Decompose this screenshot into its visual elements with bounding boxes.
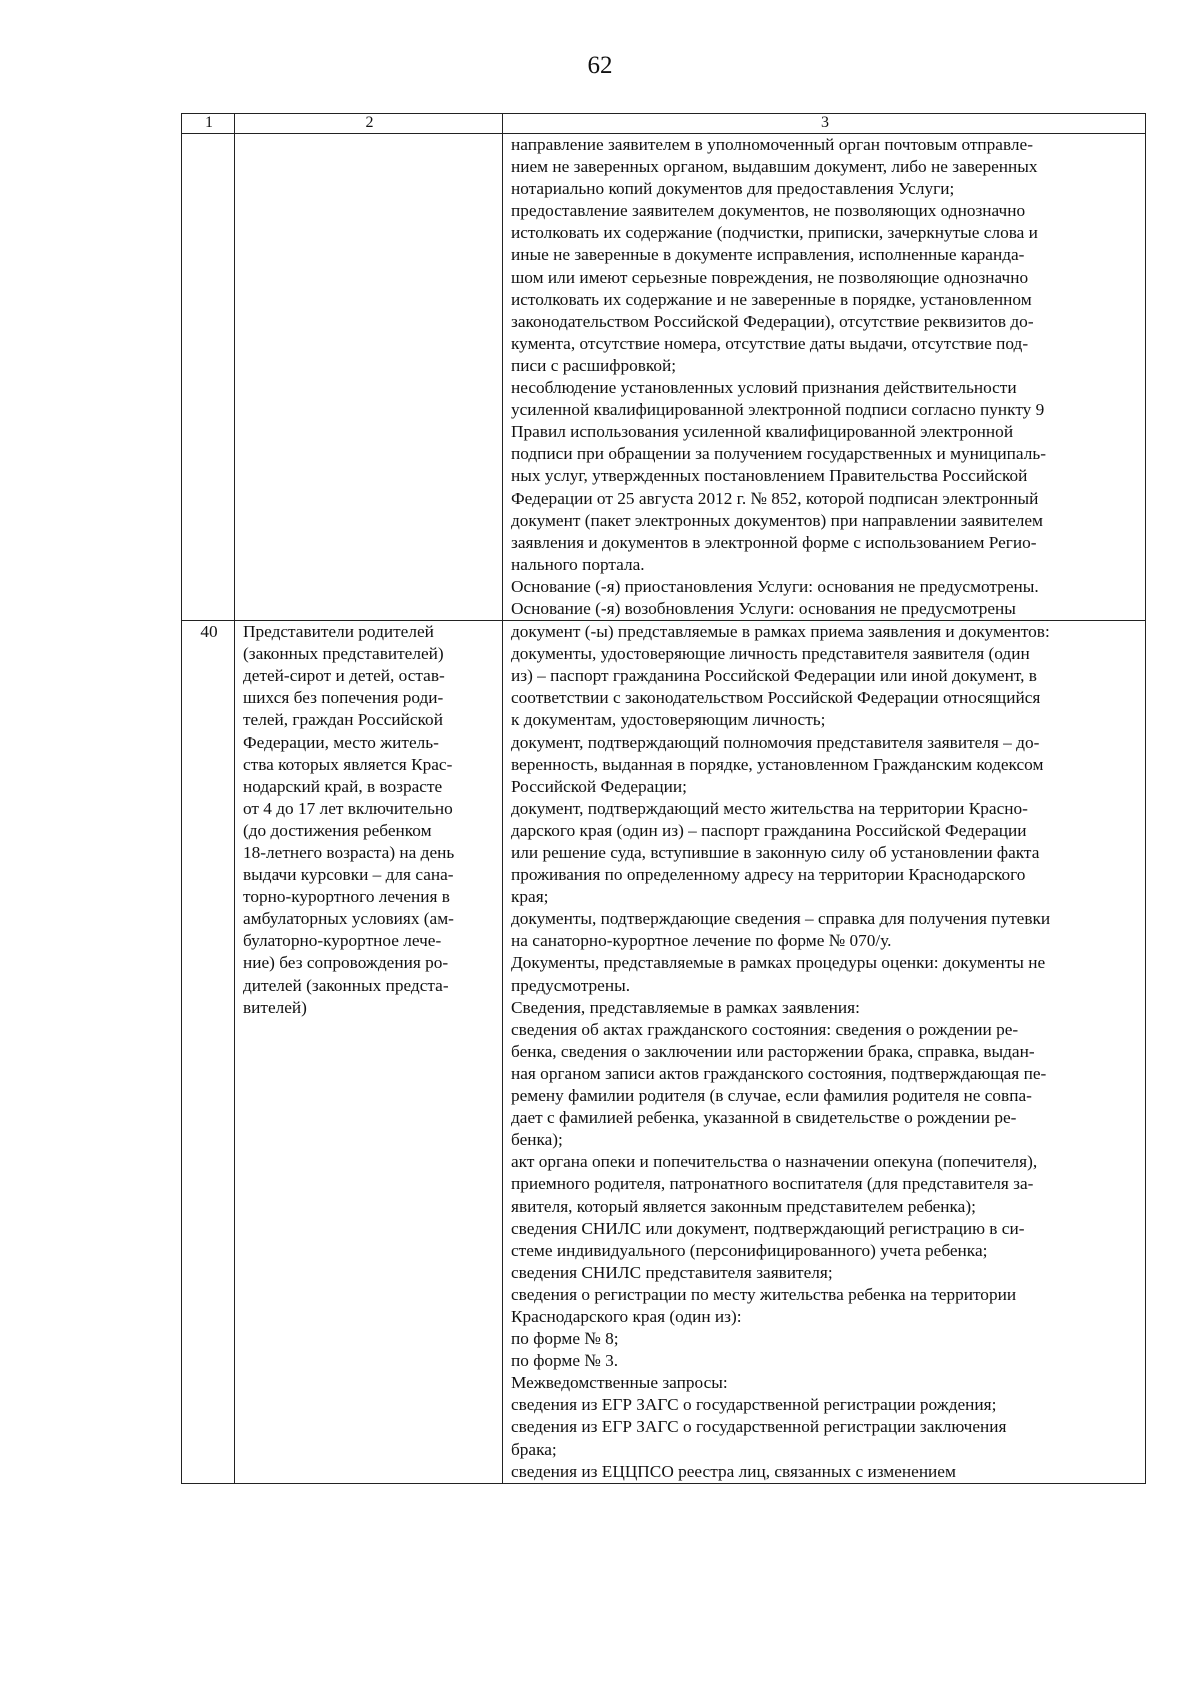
text-line: кумента, отсутствие номера, отсутствие даты выдачи, отсутствие под- [511, 333, 1029, 353]
text-line: Документы, представляемые в рамках процедуры оценки: документы не [511, 953, 1046, 973]
text-line: Межведомственные запросы: [511, 1373, 728, 1393]
table-header-row [182, 114, 1146, 134]
text-line: документы, подтверждающие сведения – справка для получения путевки [511, 909, 1051, 929]
text-line: 18-летнего возраста) на день [243, 843, 455, 862]
text-line: торно-курортного лечения в [243, 887, 450, 907]
row-content-cell [503, 621, 1146, 1484]
text-line: писи с расшифровкой; [511, 355, 677, 375]
text-line: шом или имеют серьезные повреждения, не позволяющие однозначно [511, 267, 1029, 287]
document-table [181, 113, 1146, 1484]
text-line: бенка, сведения о заключении или расторжении брака, справка, выдан- [511, 1041, 1035, 1061]
text-line: Краснодарского края (один из): [511, 1306, 742, 1326]
text-line: документ (-ы) представляемые в рамках приема заявления и документов: [511, 622, 1050, 642]
row-description-cell [235, 621, 503, 1484]
text-line: нием не заверенных органом, выдавшим документ, либо не заверенных [511, 157, 1038, 177]
text-line: амбулаторных условиях (ам- [243, 909, 454, 929]
text-line: несоблюдение установленных условий признания действительности [511, 378, 1017, 398]
text-line: приемного родителя, патронатного воспитателя (для представителя за- [511, 1174, 1034, 1194]
text-line: шихся без попечения роди- [243, 688, 444, 708]
text-line: нального портала. [511, 554, 645, 574]
text-line: Федерации от 25 августа 2012 г. № 852, которой подписан электронный [511, 488, 1039, 508]
text-line: сведения из ЕГР ЗАГС о государственной регистрации рождения; [511, 1395, 997, 1415]
page-number: 62 [587, 52, 613, 79]
text-line: на санаторно-курортное лечение по форме № 070/у. [511, 931, 892, 951]
table-row-40 [182, 621, 1146, 1484]
table-row-continuation [182, 134, 1146, 621]
text-line: дарского края (один из) – паспорт гражданина Российской Федерации [511, 820, 1027, 840]
text-line: сведения из ЕГР ЗАГС о государственной регистрации заключения [511, 1417, 1007, 1437]
text-line: стеме индивидуального (персонифицированного) учета ребенка; [511, 1240, 988, 1260]
text-line: по форме № 3. [511, 1351, 619, 1371]
text-line: Федерации, место житель- [243, 732, 439, 752]
text-line: сведения СНИЛС представителя заявителя; [511, 1262, 833, 1282]
text-line: соответствии с законодательством Российской Федерации относящийся [511, 688, 1041, 708]
text-line: предоставление заявителем документов, не позволяющих однозначно [511, 201, 1026, 221]
text-line: Основание (-я) приостановления Услуги: основания не предусмотрены. [511, 576, 1039, 596]
row-description-cell [235, 134, 503, 621]
text-line: явителя, который является законным представителем ребенка); [511, 1196, 976, 1216]
text-line: Российской Федерации; [511, 776, 687, 796]
text-line: сведения СНИЛС или документ, подтверждающий регистрацию в си- [511, 1218, 1025, 1238]
column-header-1: 1 [182, 114, 235, 134]
text-line: (законных представителей) [243, 644, 444, 664]
text-line: Правил использования усиленной квалифицированной электронной [511, 422, 1014, 442]
text-line: к документам, удостоверяющим личность; [511, 710, 826, 730]
row-number-cell: 40 [182, 621, 235, 1484]
text-line: Представители родителей [243, 622, 434, 642]
text-line: (до достижения ребенком [243, 820, 432, 840]
text-line: усиленной квалифицированной электронной подписи согласно пункту 9 [511, 400, 1045, 420]
text-line: истолковать их содержание (подчистки, приписки, зачеркнутые слова и [511, 223, 1038, 243]
text-line: детей-сирот и детей, остав- [243, 666, 445, 686]
text-line: истолковать их содержание и не заверенные в порядке, установленном [511, 289, 1032, 309]
text-line: веренность, выданная в порядке, установленном Гражданским кодексом [511, 754, 1044, 774]
text-line: сведения из ЕЦЦПСО реестра лиц, связанных с изменением [511, 1461, 956, 1481]
text-line: вителей) [243, 997, 307, 1017]
text-line: ремену фамилии родителя (в случае, если фамилия родителя не совпа- [511, 1086, 1032, 1106]
text-line: из) – паспорт гражданина Российской Федерации или иной документ, в [511, 666, 1037, 686]
text-line: документы, удостоверяющие личность представителя заявителя (один [511, 644, 1030, 664]
text-line: законодательством Российской Федерации), отсутствие реквизитов до- [511, 311, 1034, 331]
text-line: ние) без сопровождения ро- [243, 953, 449, 973]
text-line: по форме № 8; [511, 1329, 619, 1349]
text-line: подписи при обращении за получением государственных и муниципаль- [511, 444, 1047, 464]
text-line: от 4 до 17 лет включительно [243, 798, 453, 818]
text-line: дителей (законных предста- [243, 975, 449, 995]
text-line: заявления и документов в электронной форме с использованием Регио- [511, 532, 1037, 552]
text-line: ства которых является Крас- [243, 754, 453, 774]
row-content-cell [503, 134, 1146, 621]
text-line: проживания по определенному адресу на территории Краснодарского [511, 865, 1026, 885]
text-line: Основание (-я) возобновления Услуги: основания не предусмотрены [511, 598, 1016, 618]
text-line: Сведения, представляемые в рамках заявления: [511, 997, 860, 1017]
column-header-2: 2 [235, 114, 503, 134]
text-line: ная органом записи актов гражданского состояния, подтверждающая пе- [511, 1063, 1047, 1083]
text-line: предусмотрены. [511, 975, 631, 995]
text-line: бенка); [511, 1130, 563, 1150]
text-line: документ, подтверждающий место жительства на территории Красно- [511, 798, 1028, 818]
text-line: акт органа опеки и попечительства о назначении опекуна (попечителя), [511, 1152, 1038, 1172]
text-line: края; [511, 887, 549, 907]
column-header-3: 3 [503, 114, 1146, 134]
text-line: иные не заверенные в документе исправления, исполненные каранда- [511, 245, 1025, 265]
text-line: нотариально копий документов для предоставления Услуги; [511, 179, 955, 199]
row-number-cell [182, 134, 235, 621]
text-line: ных услуг, утвержденных постановлением Правительства Российской [511, 466, 1028, 486]
text-line: выдачи курсовки – для сана- [243, 865, 454, 885]
text-line: булаторно-курортное лече- [243, 931, 442, 951]
text-line: нодарский край, в возрасте [243, 776, 443, 796]
text-line: документ (пакет электронных документов) при направлении заявителем [511, 510, 1043, 530]
text-line: телей, граждан Российской [243, 710, 443, 730]
text-line: или решение суда, вступившие в законную силу об установлении факта [511, 843, 1040, 862]
text-line: брака; [511, 1439, 557, 1459]
text-line: дает с фамилией ребенка, указанной в свидетельстве о рождении ре- [511, 1108, 1017, 1128]
text-line: сведения о регистрации по месту жительства ребенка на территории [511, 1284, 1017, 1304]
text-line: направление заявителем в уполномоченный орган почтовым отправле- [511, 135, 1033, 154]
text-line: документ, подтверждающий полномочия представителя заявителя – до- [511, 732, 1040, 752]
text-line: сведения об актах гражданского состояния: сведения о рождении ре- [511, 1019, 1019, 1039]
